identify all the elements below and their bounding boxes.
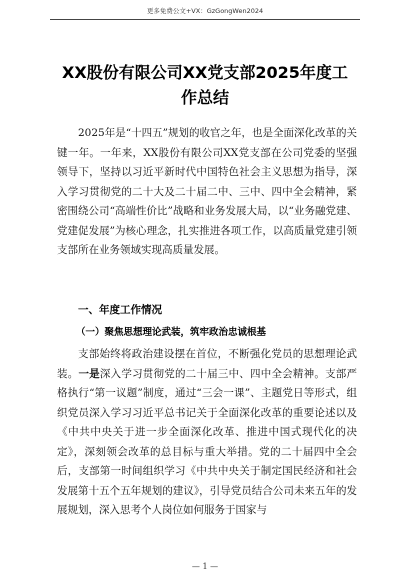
header-note: 更多免费公文+VX：GzGongWen2024 xyxy=(146,7,264,15)
page-header xyxy=(0,0,410,22)
document-title: XX股份有限公司XX党支部2025年度工作总结 xyxy=(62,63,348,107)
page-number: — 1 — xyxy=(191,562,219,571)
paragraph-lead: 支部始终将政治建设摆在首位，不断强化党员的思想理论武装。 xyxy=(57,348,357,380)
section-heading: 一、年度工作情况 xyxy=(78,304,162,316)
point-label: 一是 xyxy=(78,367,100,380)
header-rule xyxy=(50,19,360,20)
section-paragraph xyxy=(57,345,357,521)
intro-paragraph: 2025年是“十四五”规划的收官之年，也是全面深化改革的关键一年。一年来，XX股份有限公司XX党支部在公司党委的坚强领导下，坚持以习近平新时代中国特色社会主义思想为指导，深入学习贯彻党的二十大及二十届二中、三中、四中全会精神，紧密围绕公司“高端性价比”战略和业务发展大局，以“业务融党建、党建促发展”为核心理念，扎实推进各项工作，以高质量党建引领支部所在业务领域实现高质量发展。 xyxy=(57,127,357,256)
paragraph-body: 深入学习贯彻党的二十届三中、四中全会精神。支部严格执行“第一议题”制度，通过“三会一课”、主题党日等形式，组织党员深入学习习近平总书记关于全面深化改革的重要论述以及《中共中央关于进一步全面深化改革、推进中国式现代化的决定》，深刻领会改革的总目标与重大举措。党的二十届四中全会后，支部第一时间组织学习《中共中央关于制定国民经济和社会发展第十五个五年规划的建议》，引导党员结合公司未来五年的发展规划，深入思考个人岗位如何服务于国家与 xyxy=(57,367,358,516)
subsection-heading: （一）聚焦思想理论武装，筑牢政治忠诚根基 xyxy=(76,327,267,338)
